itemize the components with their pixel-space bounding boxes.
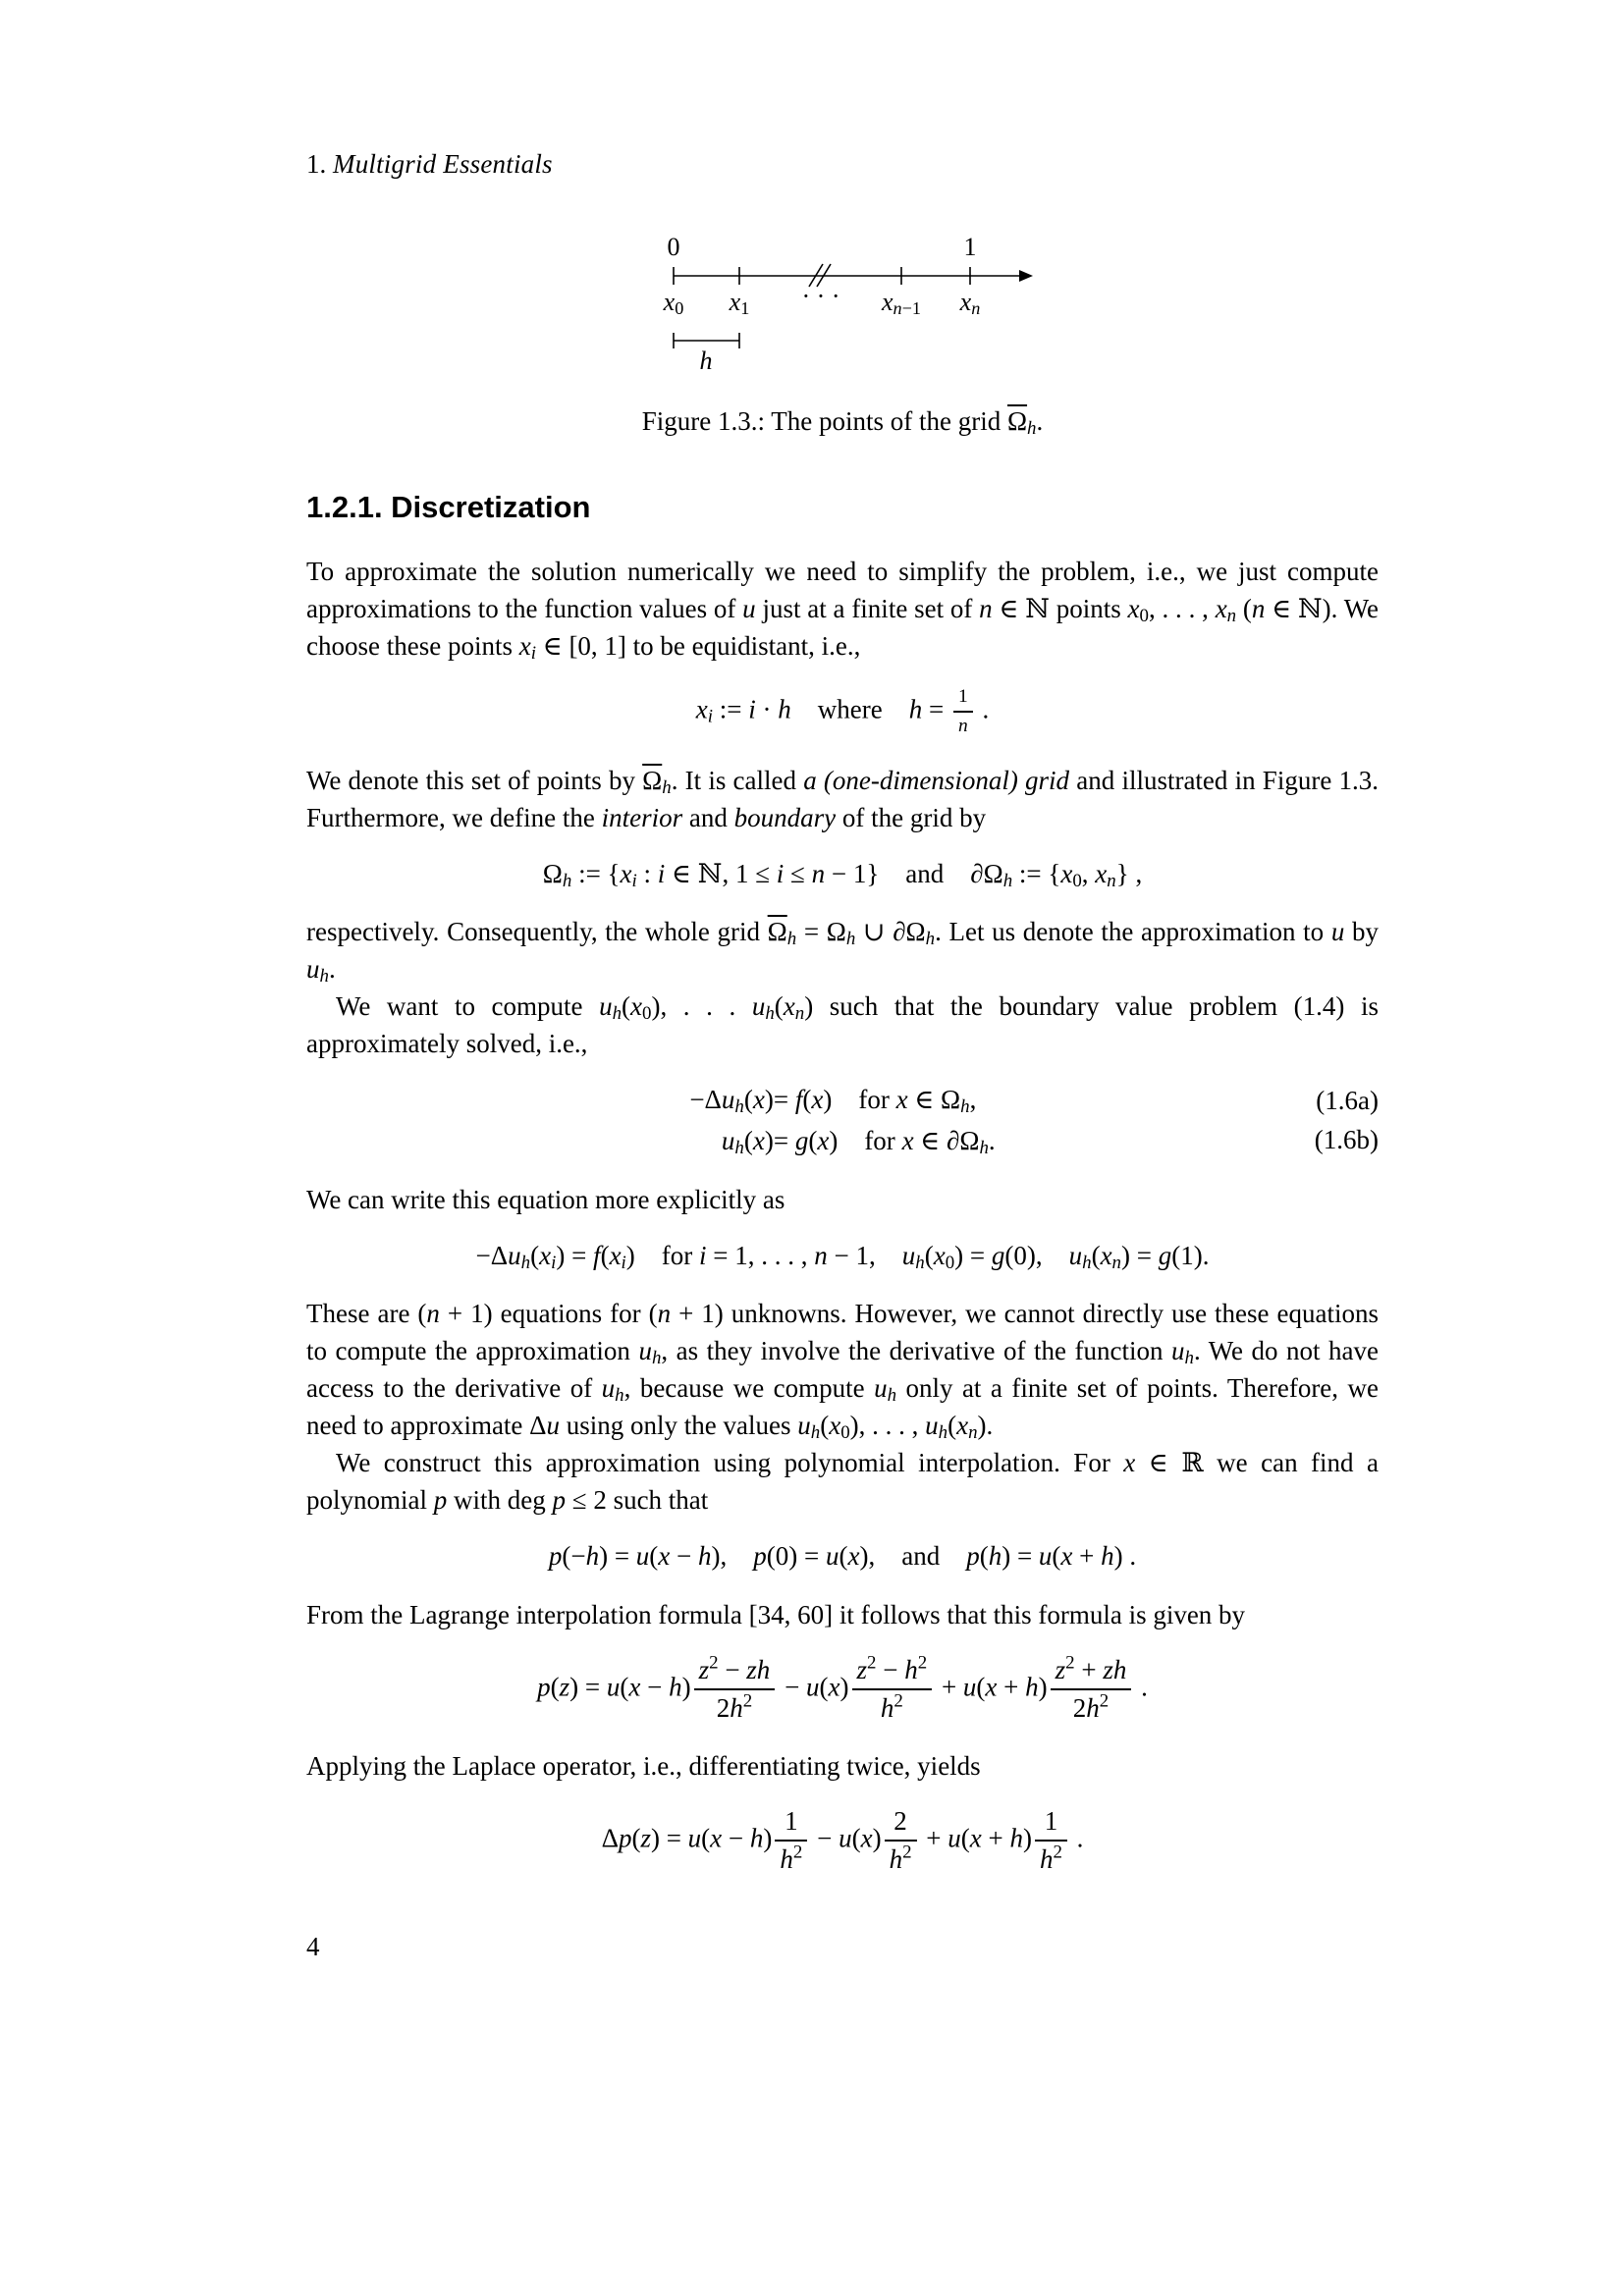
eq-1-6a-rhs: = f(x) for x ∈ $\Omega_h$, (773, 1085, 977, 1118)
page-number: 4 (306, 1932, 320, 1961)
eq-1-6a-lhs: $-\Delta u_h(x)$ (689, 1085, 774, 1118)
equation-lagrange: p(z) = u(x − h) $\frac{z^2 - zh}{2h^2}$ − u(x) $\frac{z^2 - h^2}{h^2}$ + u(x + h) $\frac{z^2 + zh}{2h^2}$ . (537, 1652, 1148, 1723)
eq-1-6b-lhs: $u_h(x)$ (721, 1126, 774, 1159)
section-heading: 1.2.1. Discretization (306, 490, 591, 524)
paragraph-grid-definition: We denote this set of points by $\overline{\Omega}_h$. It is called a (one-dimensional) grid and illustrated in Figure 1.3. Furthermore, we define the interior and boundary of the grid by (306, 765, 1379, 832)
paragraph-laplace-intro: Applying the Laplace operator, i.e., differentiating twice, yields (306, 1750, 981, 1781)
grid-diagram (636, 225, 1049, 387)
paragraph-lagrange-intro: From the Lagrange interpolation formula [34, 60] it follows that this formula is given by (306, 1599, 1246, 1629)
eq-1-6b-rhs: = g(x) for x ∈ $\partial\Omega_h$. (773, 1126, 996, 1159)
axis-label-0: 0 (667, 233, 680, 261)
paragraph-whole-grid: respectively. Consequently, the whole grid $\overline{\Omega}_h = \Omega_h$ ∪ $\partial\Omega_h$. Let us denote the approximation to u by $u_h$. (306, 917, 1380, 988)
paragraph-bvp: We want to compute $u_h(x_0)$, . . . $u_h(x_n)$ such that the boundary value problem (1.4) is approximately solved, i.e., (306, 991, 1379, 1059)
text-column (306, 149, 1379, 1898)
label-xn-minus-1: $x_{n-1}$ (882, 288, 921, 318)
figure-1-3 (306, 225, 1379, 440)
equation-number-1-6a: (1.6a) (1316, 1086, 1379, 1116)
equation-number-1-6b: (1.6b) (1314, 1124, 1379, 1154)
equation-1-6 (306, 1084, 1379, 1157)
paragraph-interpolation: We construct this approximation using polynomial interpolation. For x ∈ ℝ we can find a polynomial p with deg p ≤ 2 such that (306, 1448, 1379, 1516)
figure-caption: Figure 1.3.: The points of the grid $\overline{\Omega}_h$. (641, 406, 1044, 440)
equation-1-6-lines (689, 1084, 995, 1157)
equation-grid-points: $x_i$ := i · h where h = $\frac{1}{n}$ . (695, 686, 990, 737)
equation-p-conditions: p(−h) = u(x − h), p(0) = u(x), and p(h) = u(x + h) . (548, 1541, 1137, 1572)
equation-delta-p: Δp(z) = u(x − h) $\frac{1}{h^2}$ − u(x) $\frac{2}{h^2}$ + u(x + h) $\frac{1}{h^2}$ . (601, 1805, 1084, 1874)
paragraph-intro: To approximate the solution numerically we need to simplify the problem, i.e., we just compute approximations to the function values of u just at a finite set of n ∈ ℕ points $x_0$, . . . , $x_n$ (n ∈ ℕ). We choose these points $x_i$ ∈ [0, 1] to be equidistant, i.e., (306, 557, 1380, 665)
axis-label-1: 1 (963, 233, 977, 261)
label-x1: $x_1$ (729, 288, 750, 318)
label-x0: $x_0$ (663, 288, 684, 318)
running-header: 1. Multigrid Essentials (306, 149, 553, 179)
label-h: h (699, 347, 713, 375)
axis-arrowhead (1019, 270, 1033, 282)
paragraph-unknowns: These are (n + 1) equations for (n + 1) unknowns. However, we cannot directly use these equations to compute the approximation $u_h$, as they involve the derivative of the function $u_h$. We do not have access to the derivative of $u_h$, because we compute $u_h$ only at a finite set of points. Therefore, we need to approximate Δu using only the values $u_h(x_0)$, . . . , $u_h(x_n)$. (306, 1299, 1380, 1444)
label-xn: $x_n$ (959, 288, 981, 318)
equation-explicit: $-\Delta u_h(x_i) = f(x_i)$ for i = 1, . . . , n − 1, $u_h(x_0) = g(0)$, $u_h(x_n) = g(1)$. (475, 1240, 1210, 1274)
paragraph-explicit-intro: We can write this equation more explicitly as (306, 1184, 785, 1214)
label-dots: · · · (801, 282, 840, 310)
number-line-drawing (636, 225, 1049, 387)
equation-interior-boundary: $\Omega_h$ := {$x_i$ : i ∈ ℕ, 1 ≤ i ≤ n − 1} and $\partial\Omega_h$ := {$x_0$, $x_n$} , (542, 858, 1143, 891)
